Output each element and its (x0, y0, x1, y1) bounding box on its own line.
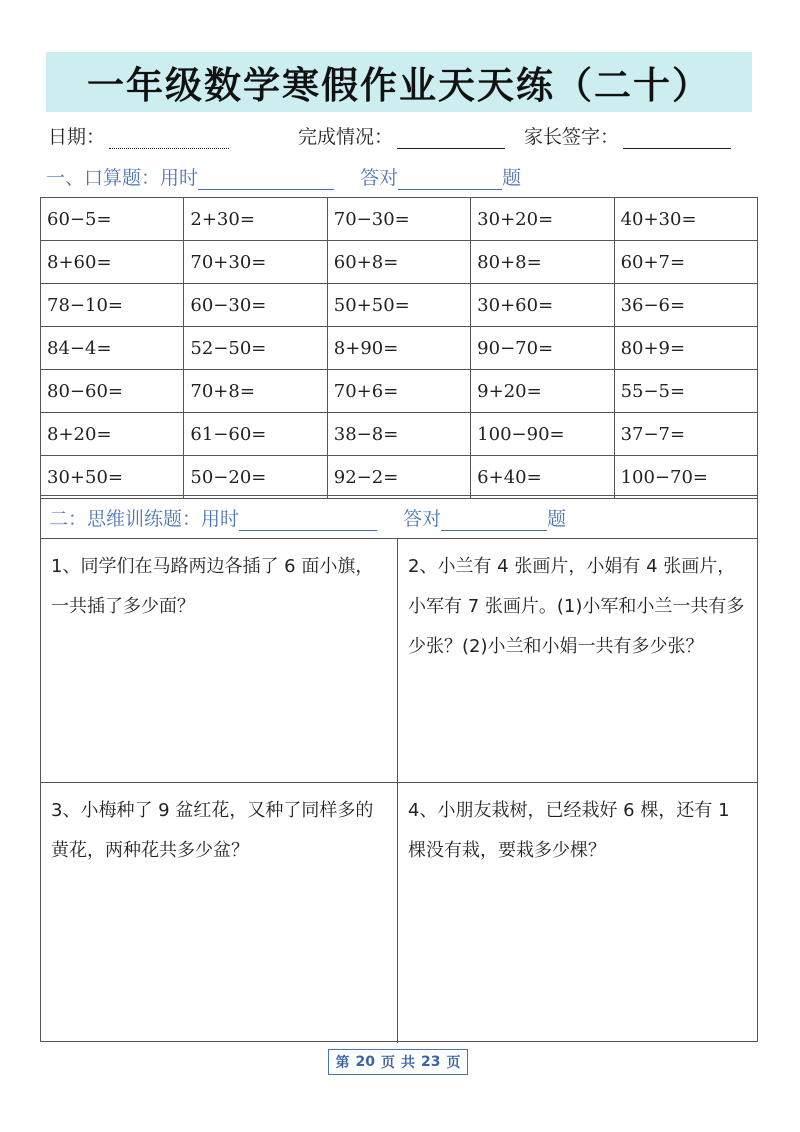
date-blank[interactable] (109, 128, 229, 149)
total-word: 共 (401, 1055, 415, 1071)
calc-cell[interactable]: 55−5= (614, 370, 757, 413)
total-num: 23 (421, 1054, 441, 1070)
page-word: 第 (335, 1055, 350, 1071)
calc-cell[interactable]: 80−60= (41, 370, 184, 413)
calc-cell[interactable]: 50−20= (184, 456, 327, 499)
calc-cell[interactable]: 80+9= (614, 327, 757, 370)
calc-cell[interactable]: 70+30= (184, 241, 327, 284)
calc-cell[interactable]: 50+50= (327, 284, 470, 327)
page-num: 20 (355, 1054, 375, 1070)
calc-cell[interactable]: 8+90= (327, 327, 470, 370)
calc-cell[interactable]: 70+8= (184, 370, 327, 413)
section-2-label: 二：思维训练题：用时 (49, 508, 240, 530)
word-problem[interactable]: 3、小梅种了 9 盆红花，又种了同样多的黄花，两种花共多少盆？ (41, 783, 398, 1043)
status-label: 完成情况： (298, 126, 394, 148)
calc-cell[interactable]: 60+7= (614, 241, 757, 284)
parent-sign-field (524, 122, 731, 149)
calc-cell[interactable]: 60−30= (184, 284, 327, 327)
parent-sign-blank[interactable] (623, 128, 731, 149)
calc-cell[interactable]: 60−5= (41, 198, 184, 241)
table-row (41, 284, 758, 327)
section-1-correct-blank[interactable] (398, 169, 502, 190)
section-2-correct-label: 答对 (403, 508, 442, 530)
calc-cell[interactable]: 60+8= (327, 241, 470, 284)
calc-cell[interactable]: 36−6= (614, 284, 757, 327)
word-problems-grid (41, 538, 757, 1043)
calc-cell[interactable]: 52−50= (184, 327, 327, 370)
section-2-correct-blank[interactable] (441, 510, 547, 531)
word-problem[interactable]: 1、同学们在马路两边各插了 6 面小旗，一共插了多少面？ (41, 539, 398, 783)
word-problem[interactable]: 4、小朋友栽树，已经栽好 6 棵，还有 1 棵没有栽，要栽多少棵？ (408, 800, 730, 861)
calc-cell[interactable]: 2+30= (184, 198, 327, 241)
calc-cell[interactable]: 8+20= (41, 413, 184, 456)
table-row (41, 413, 758, 456)
section-1-correct-label: 答对 (360, 167, 399, 189)
date-field (48, 122, 229, 149)
section-1-time-blank[interactable] (198, 169, 334, 190)
table-row (41, 456, 758, 499)
calc-cell[interactable]: 80+8= (471, 241, 614, 284)
table-row (41, 198, 758, 241)
thinking-section (40, 495, 758, 1042)
calc-cell[interactable]: 30+50= (41, 456, 184, 499)
calc-cell[interactable]: 90−70= (471, 327, 614, 370)
status-blank[interactable] (397, 128, 505, 149)
calc-cell[interactable]: 61−60= (184, 413, 327, 456)
section-2-time-blank[interactable] (239, 510, 377, 531)
calc-cell[interactable]: 8+60= (41, 241, 184, 284)
calc-cell[interactable]: 92−2= (327, 456, 470, 499)
calc-cell[interactable]: 100−90= (471, 413, 614, 456)
table-row (41, 327, 758, 370)
section-1-label: 一、口算题：用时 (46, 167, 199, 189)
section-2-heading (49, 504, 566, 531)
calc-cell[interactable]: 84−4= (41, 327, 184, 370)
parent-sign-label: 家长签字： (524, 126, 620, 148)
calc-cell[interactable]: 70+6= (327, 370, 470, 413)
calc-cell[interactable]: 40+30= (614, 198, 757, 241)
page-number-badge (328, 1049, 468, 1075)
calc-cell[interactable]: 37−7= (614, 413, 757, 456)
page-title: 一年级数学寒假作业天天练（二十） (87, 64, 711, 107)
page-unit: 页 (381, 1055, 395, 1071)
calc-cell[interactable]: 30+20= (471, 198, 614, 241)
section-1-unit: 题 (502, 167, 522, 189)
calc-cell[interactable]: 30+60= (471, 284, 614, 327)
table-row (41, 241, 758, 284)
calc-cell[interactable]: 70−30= (327, 198, 470, 241)
section-2-unit: 题 (547, 508, 567, 530)
title-banner (46, 52, 752, 112)
calc-cell[interactable]: 6+40= (471, 456, 614, 499)
calc-cell[interactable]: 100−70= (614, 456, 757, 499)
section-1-heading (46, 163, 521, 190)
mental-math-table (40, 197, 758, 499)
date-label: 日期： (48, 126, 106, 148)
calc-cell[interactable]: 38−8= (327, 413, 470, 456)
info-row (46, 122, 752, 152)
word-problem[interactable]: 2、小兰有 4 张画片，小娟有 4 张画片，小军有 7 张画片。(1)小军和小兰一共有多少张？(2)小兰和小娟一共有多少张？ (398, 539, 757, 783)
calc-cell[interactable]: 78−10= (41, 284, 184, 327)
calc-cell[interactable]: 9+20= (471, 370, 614, 413)
total-unit: 页 (446, 1055, 461, 1071)
table-row (41, 370, 758, 413)
status-field (298, 122, 505, 149)
